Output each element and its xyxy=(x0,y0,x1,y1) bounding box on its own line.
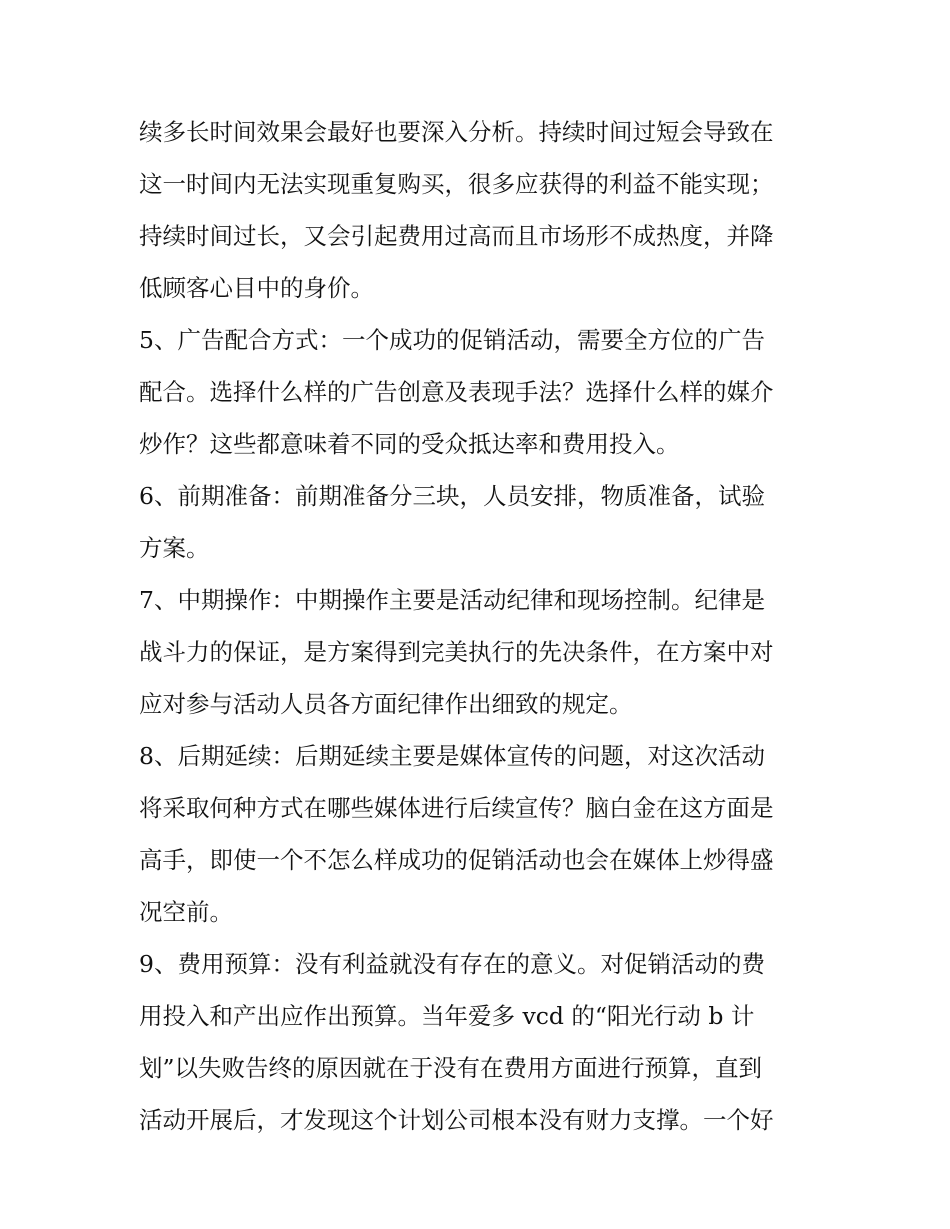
text-line: 方案。 xyxy=(139,534,210,562)
text-line: 配合。选择什么样的广告创意及表现手法？选择什么样的媒介 xyxy=(139,378,774,406)
text-line: 将采取何种方式在哪些媒体进行后续宣传？脑白金在这方面是 xyxy=(139,794,774,822)
text-line: 划”以失败告终的原因就在于没有在费用方面进行预算，直到 xyxy=(139,1054,763,1082)
text-line: 这一时间内无法实现重复购买，很多应获得的利益不能实现； xyxy=(139,170,774,198)
text-line: 6、前期准备：前期准备分三块，人员安排，物质准备，试验 xyxy=(139,482,765,510)
document-body xyxy=(139,106,819,1146)
text-line: 续多长时间效果会最好也要深入分析。持续时间过短会导致在 xyxy=(139,118,774,146)
text-line: 高手，即使一个不怎么样成功的促销活动也会在媒体上炒得盛 xyxy=(139,846,774,874)
text-line: 8、后期延续：后期延续主要是媒体宣传的问题，对这次活动 xyxy=(139,742,765,770)
text-line: 应对参与活动人员各方面纪律作出细致的规定。 xyxy=(139,690,633,718)
text-line: 战斗力的保证，是方案得到完美执行的先决条件，在方案中对 xyxy=(139,638,774,666)
text-line: 用投入和产出应作出预算。当年爱多 vcd 的“阳光行动 b 计 xyxy=(139,1002,755,1030)
text-line: 5、广告配合方式：一个成功的促销活动，需要全方位的广告 xyxy=(139,326,765,354)
text-line: 9、费用预算：没有利益就没有存在的意义。对促销活动的费 xyxy=(139,950,765,978)
text-line: 活动开展后，才发现这个计划公司根本没有财力支撑。一个好 xyxy=(139,1106,774,1134)
text-line: 炒作？这些都意味着不同的受众抵达率和费用投入。 xyxy=(139,430,680,458)
text-line: 持续时间过长，又会引起费用过高而且市场形不成热度，并降 xyxy=(139,222,774,250)
text-line: 况空前。 xyxy=(139,898,233,926)
text-line: 7、中期操作：中期操作主要是活动纪律和现场控制。纪律是 xyxy=(139,586,765,614)
text-line: 低顾客心目中的身价。 xyxy=(139,274,374,302)
